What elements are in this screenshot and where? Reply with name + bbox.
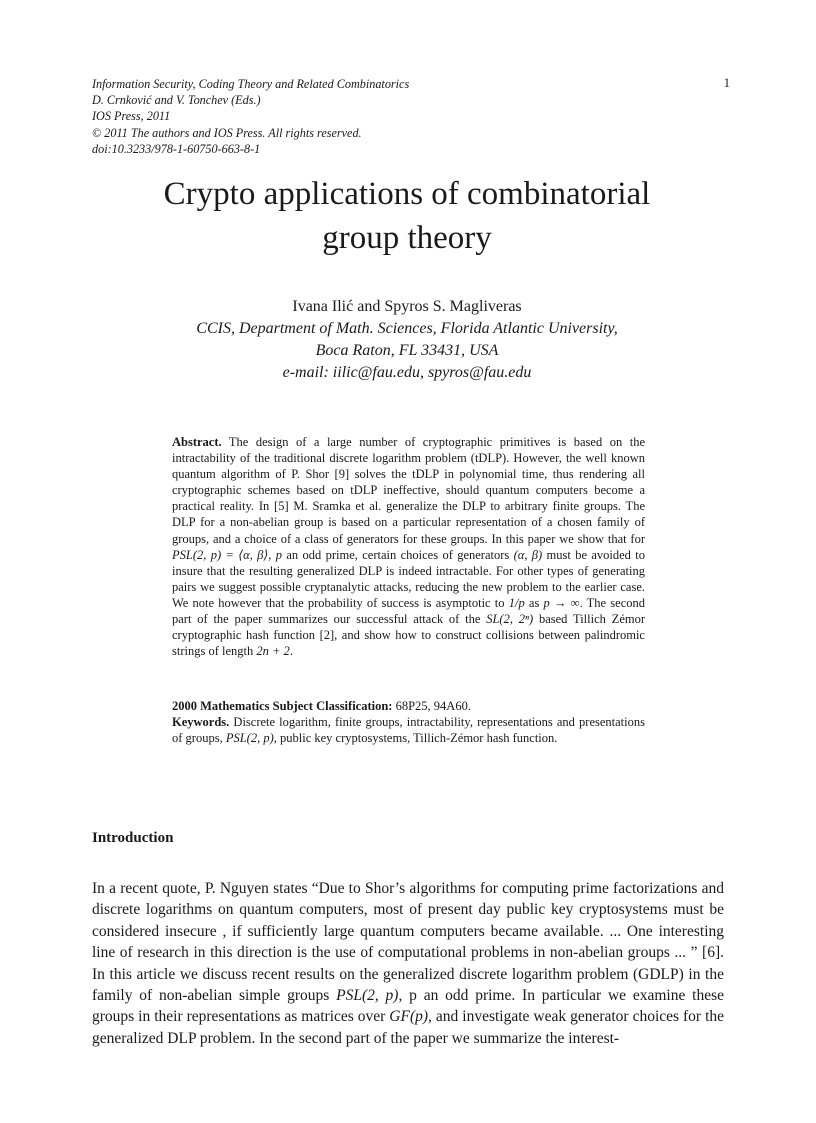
abstract-text-2: , bbox=[268, 547, 276, 562]
author-emails: e-mail: iilic@fau.edu, spyros@fau.edu bbox=[282, 364, 532, 381]
abstract-text-8: . bbox=[289, 644, 293, 659]
abstract-text-7: based Tillich Zémor cryptographic hash function [2], and show how to construct collisions between palindromic strings of length bbox=[172, 612, 646, 659]
abstract-math-alpha-beta: (α, β) bbox=[513, 547, 543, 562]
header-line-publisher: IOS Press, 2011 bbox=[92, 109, 171, 124]
keywords-text-2: , public key cryptosystems, Tillich-Zémor hash function. bbox=[273, 731, 558, 746]
keywords-text-1: Discrete logarithm, finite groups, intractability, representations and presentations of groups, bbox=[172, 715, 645, 746]
msc-line bbox=[172, 698, 645, 714]
intro-text-3: , and investigate weak generator choices for the generalized DLP problem. In the second part of the paper we summarize the interest- bbox=[92, 1008, 725, 1047]
header-line-book-title: Information Security, Coding Theory and Related Combinatorics bbox=[92, 77, 410, 91]
header-line-doi: doi:10.3233/978-1-60750-663-8-1 bbox=[92, 141, 261, 156]
abstract-math-psl-generators: PSL(2, p) = ⟨α, β⟩ bbox=[172, 547, 269, 562]
author-names: Ivana Ilić and Spyros S. Magliveras bbox=[292, 298, 522, 315]
keywords-math-psl: PSL(2, p) bbox=[225, 731, 274, 746]
abstract-text-3: an odd prime, certain choices of generators bbox=[282, 547, 514, 562]
paper-title bbox=[92, 172, 722, 260]
abstract-label: Abstract. bbox=[172, 435, 222, 449]
msc-value: 68P25, 94A60. bbox=[392, 699, 471, 713]
abstract-math-one-over-p: 1/p bbox=[508, 595, 525, 610]
introduction-paragraph bbox=[92, 878, 724, 1049]
section-heading-introduction: Introduction bbox=[92, 830, 174, 846]
abstract-text-6: . The second part of the paper summarizes our successful attack of the bbox=[172, 595, 646, 627]
running-header bbox=[92, 76, 409, 157]
abstract-math-p: p bbox=[275, 547, 283, 562]
classification-block bbox=[172, 698, 645, 746]
abstract-text-5: as bbox=[524, 595, 544, 610]
abstract-text-4: must be avoided to insure that the resulting generalized DLP is indeed intractable. For other types of generating pairs we suggest possible cryptanalytic attacks, reducing the new problem to the earlier case. We note however that the probability of success is asymptotic to bbox=[172, 547, 645, 610]
abstract-math-p-to-infinity: p → ∞ bbox=[543, 595, 580, 610]
intro-math-psl: PSL(2, p) bbox=[336, 987, 399, 1005]
keywords-label: Keywords. bbox=[172, 715, 230, 730]
abstract-math-2n-plus-2: 2n + 2 bbox=[256, 644, 290, 659]
page-number: 1 bbox=[723, 76, 730, 90]
keywords-line bbox=[172, 714, 645, 746]
title-line-1: Crypto applications of combinatorial bbox=[163, 176, 651, 212]
header-line-editors: D. Crnković and V. Tonchev (Eds.) bbox=[92, 93, 261, 108]
author-block bbox=[92, 296, 722, 384]
msc-label: 2000 Mathematics Subject Classification: bbox=[172, 699, 393, 713]
intro-text-1: In a recent quote, P. Nguyen states “Due to Shor’s algorithms for computing prime factorizations and discrete logarithms on quantum computers, most of present day public key cryptosystems must be considered insecure , if sufficiently large quantum computers became available. ... One interesting line of research in this direction is the use of computational problems in non-abelian groups ... ” [6]. In this article we discuss recent results on the generalized discrete logarithm problem (GDLP) in the family of non-abelian simple groups bbox=[92, 880, 724, 1005]
intro-text-2: , p an odd prime. In particular we examine these groups in their representations as matrices over bbox=[92, 987, 725, 1026]
abstract bbox=[172, 434, 645, 659]
affiliation-line-1: CCIS, Department of Math. Sciences, Florida Atlantic University, bbox=[196, 320, 618, 337]
abstract-math-sl-2-2n: SL(2, 2ⁿ) bbox=[486, 612, 534, 627]
intro-math-gf-p: GF(p) bbox=[389, 1008, 429, 1026]
header-line-copyright: © 2011 The authors and IOS Press. All rights reserved. bbox=[92, 125, 362, 140]
abstract-text-1: The design of a large number of cryptographic primitives is based on the intractability of the traditional discrete logarithm problem (tDLP). However, the well known quantum algorithm of P. Shor [9] solves the tDLP in polynomial time, thus rendering all cryptographic schemes based on tDLP ineffective, should quantum computers become a practical reality. In [5] M. Sramka et al. generalize the DLP to arbitrary finite groups. The DLP for a non-abelian group is based on a particular representation of a chosen family of groups, and a choice of a class of generators for these groups. In this paper we show that for bbox=[172, 435, 645, 546]
title-line-2: group theory bbox=[322, 220, 492, 256]
affiliation-line-2: Boca Raton, FL 33431, USA bbox=[315, 342, 499, 359]
